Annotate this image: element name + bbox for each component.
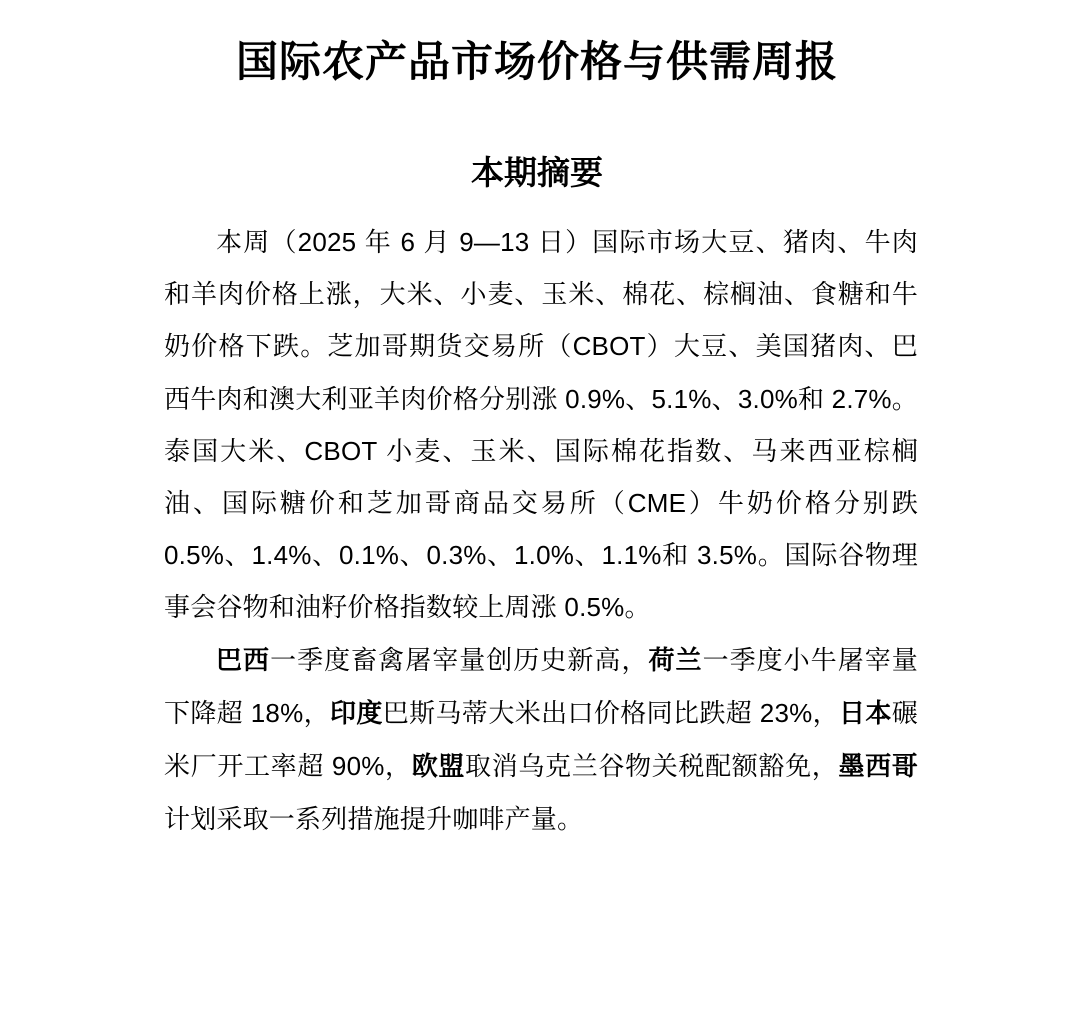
text-brazil: 一季度畜禽屠宰量创历史新高， bbox=[270, 644, 649, 675]
text-netherlands: 一季度小牛屠宰量下降超 18%， bbox=[164, 644, 918, 728]
country-netherlands: 荷兰 bbox=[648, 645, 703, 676]
country-japan: 日本 bbox=[839, 698, 892, 729]
text-india: 巴斯马蒂大米出口价格同比跌超 23%， bbox=[382, 697, 840, 728]
country-mexico: 墨西哥 bbox=[838, 752, 918, 783]
country-brazil: 巴西 bbox=[216, 645, 271, 676]
document-title: 国际农产品市场价格与供需周报 bbox=[235, 37, 838, 86]
summary-paragraph-1: 本周（2025 年 6 月 9—13 日）国际市场大豆、猪肉、牛肉和羊肉价格上涨，大米、小麦、玉米、棉花、棕榈油、食糖和牛奶价格下跌。芝加哥期货交易所（CBOT）大豆、美国猪肉、巴西牛肉和澳大利亚羊肉价格分别涨 0.9%、5.1%、3.0%和 2.7%。泰国大米、CBOT 小麦、玉米、国际棉花指数、马来西亚棕榈油、国际糖价和芝加哥商品交易所（CME）牛奶价格分别跌 0.5%、1.4%、0.1%、0.3%、1.0%、1.1%和 3.5%。国际谷物理事会谷物和油籽价格指数较上周涨 0.5%。 bbox=[164, 227, 918, 623]
summary-paragraph-2 bbox=[164, 634, 918, 846]
text-mexico: 计划采取一系列措施提升咖啡产量。 bbox=[164, 804, 584, 835]
text-eu: 取消乌克兰谷物关税配额豁免， bbox=[465, 751, 839, 782]
country-india: 印度 bbox=[329, 698, 383, 729]
text-japan: 碾米厂开工率超 90%， bbox=[164, 697, 918, 782]
summary-heading: 本期摘要 bbox=[471, 153, 603, 192]
country-eu: 欧盟 bbox=[411, 752, 466, 783]
summary-body bbox=[164, 216, 918, 845]
